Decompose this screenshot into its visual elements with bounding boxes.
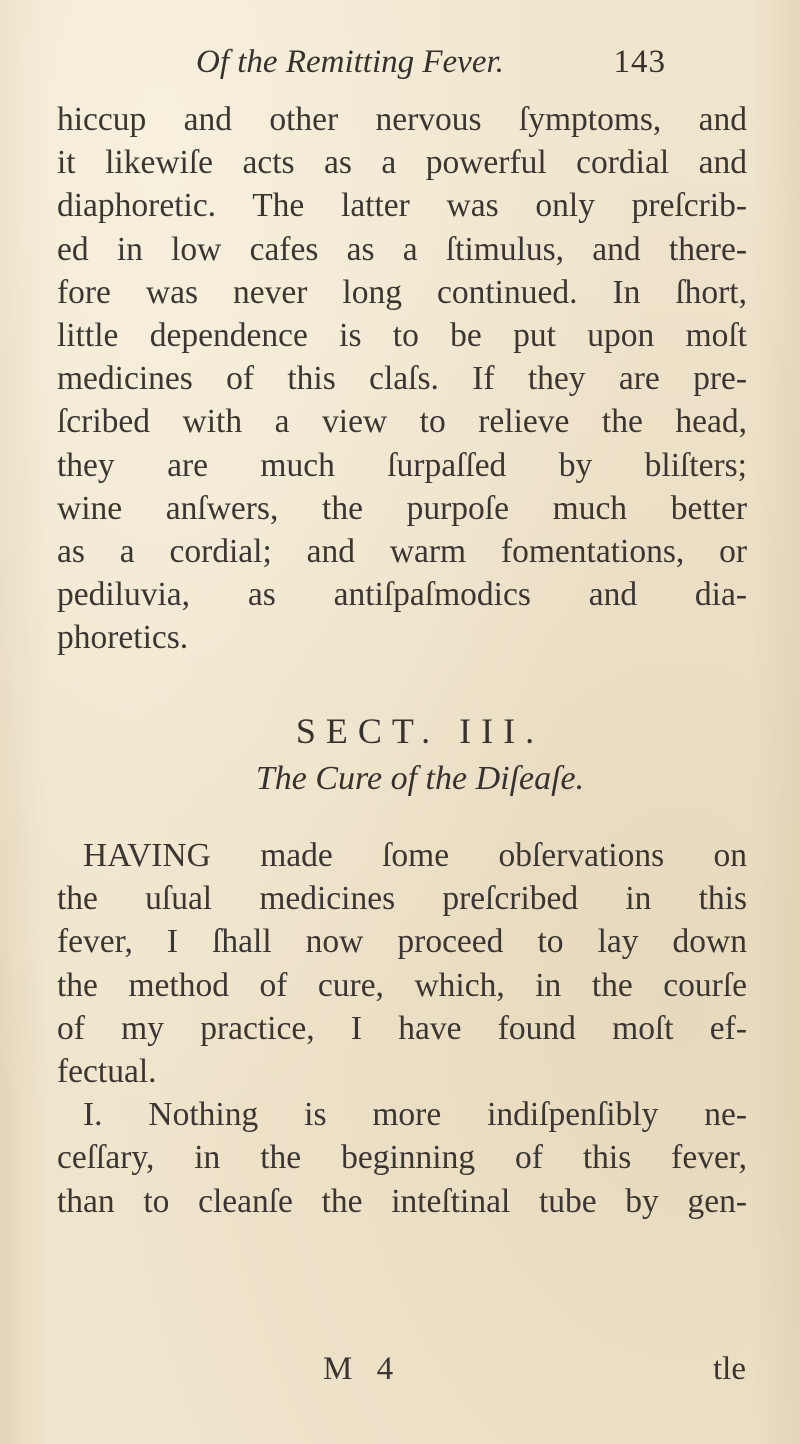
text-line: fore was never long continued. In ſhort, xyxy=(57,273,747,311)
text-line: than to cleanſe the inteſtinal tube by gen- xyxy=(57,1182,747,1220)
text-line: it likewiſe acts as a powerful cordial and xyxy=(57,144,747,182)
text-line: fever, I ſhall now proceed to lay down xyxy=(57,923,747,961)
text-line: I. Nothing is more indiſpenſibly ne- xyxy=(83,1096,747,1134)
text-line: hiccup and other nervous ſymptoms, and xyxy=(57,101,747,138)
text-line: HAVING made ſome obſervations on xyxy=(83,837,747,874)
catchword: tle xyxy=(713,1351,746,1387)
text-line: little dependence is to be put upon moſt xyxy=(57,316,747,354)
section-subheading: The Cure of the Diſeaſe. xyxy=(255,760,585,797)
text-line: wine anſwers, the purpoſe much better xyxy=(57,489,747,527)
text-line: fectual. xyxy=(57,1052,157,1090)
running-head xyxy=(196,44,666,88)
page-number: 143 xyxy=(613,44,666,80)
text-line: ſcribed with a view to relieve the head, xyxy=(57,403,747,441)
paragraph-continued xyxy=(57,98,747,659)
text-line: the uſual medicines preſcribed in this xyxy=(57,880,747,918)
running-head-title: Of the Remitting Fever. xyxy=(196,44,504,80)
text-line: medicines of this claſs. If they are pre- xyxy=(57,360,747,398)
page-footer xyxy=(0,1351,800,1397)
text-line: phoretics. xyxy=(57,619,189,657)
section-heading: SECT. III. xyxy=(295,711,545,751)
text-line: as a cordial; and warm fomentations, or xyxy=(57,532,747,570)
text-line: diaphoretic. The latter was only preſcrib- xyxy=(57,187,747,225)
text-line: pediluvia, as antiſpaſmodics and dia- xyxy=(57,576,747,614)
text-line: of my practice, I have found moſt ef- xyxy=(57,1009,747,1047)
text-line: they are much ſurpaſſed by bliſters; xyxy=(57,446,747,484)
paragraph-cure xyxy=(57,834,747,1223)
text-line: the method of cure, which, in the courſe xyxy=(57,966,747,1004)
text-line: ed in low cafes as a ſtimulus, and there- xyxy=(57,230,747,268)
text-line: ceſſary, in the beginning of this fever, xyxy=(57,1139,747,1177)
signature-mark: M 4 xyxy=(323,1351,402,1387)
